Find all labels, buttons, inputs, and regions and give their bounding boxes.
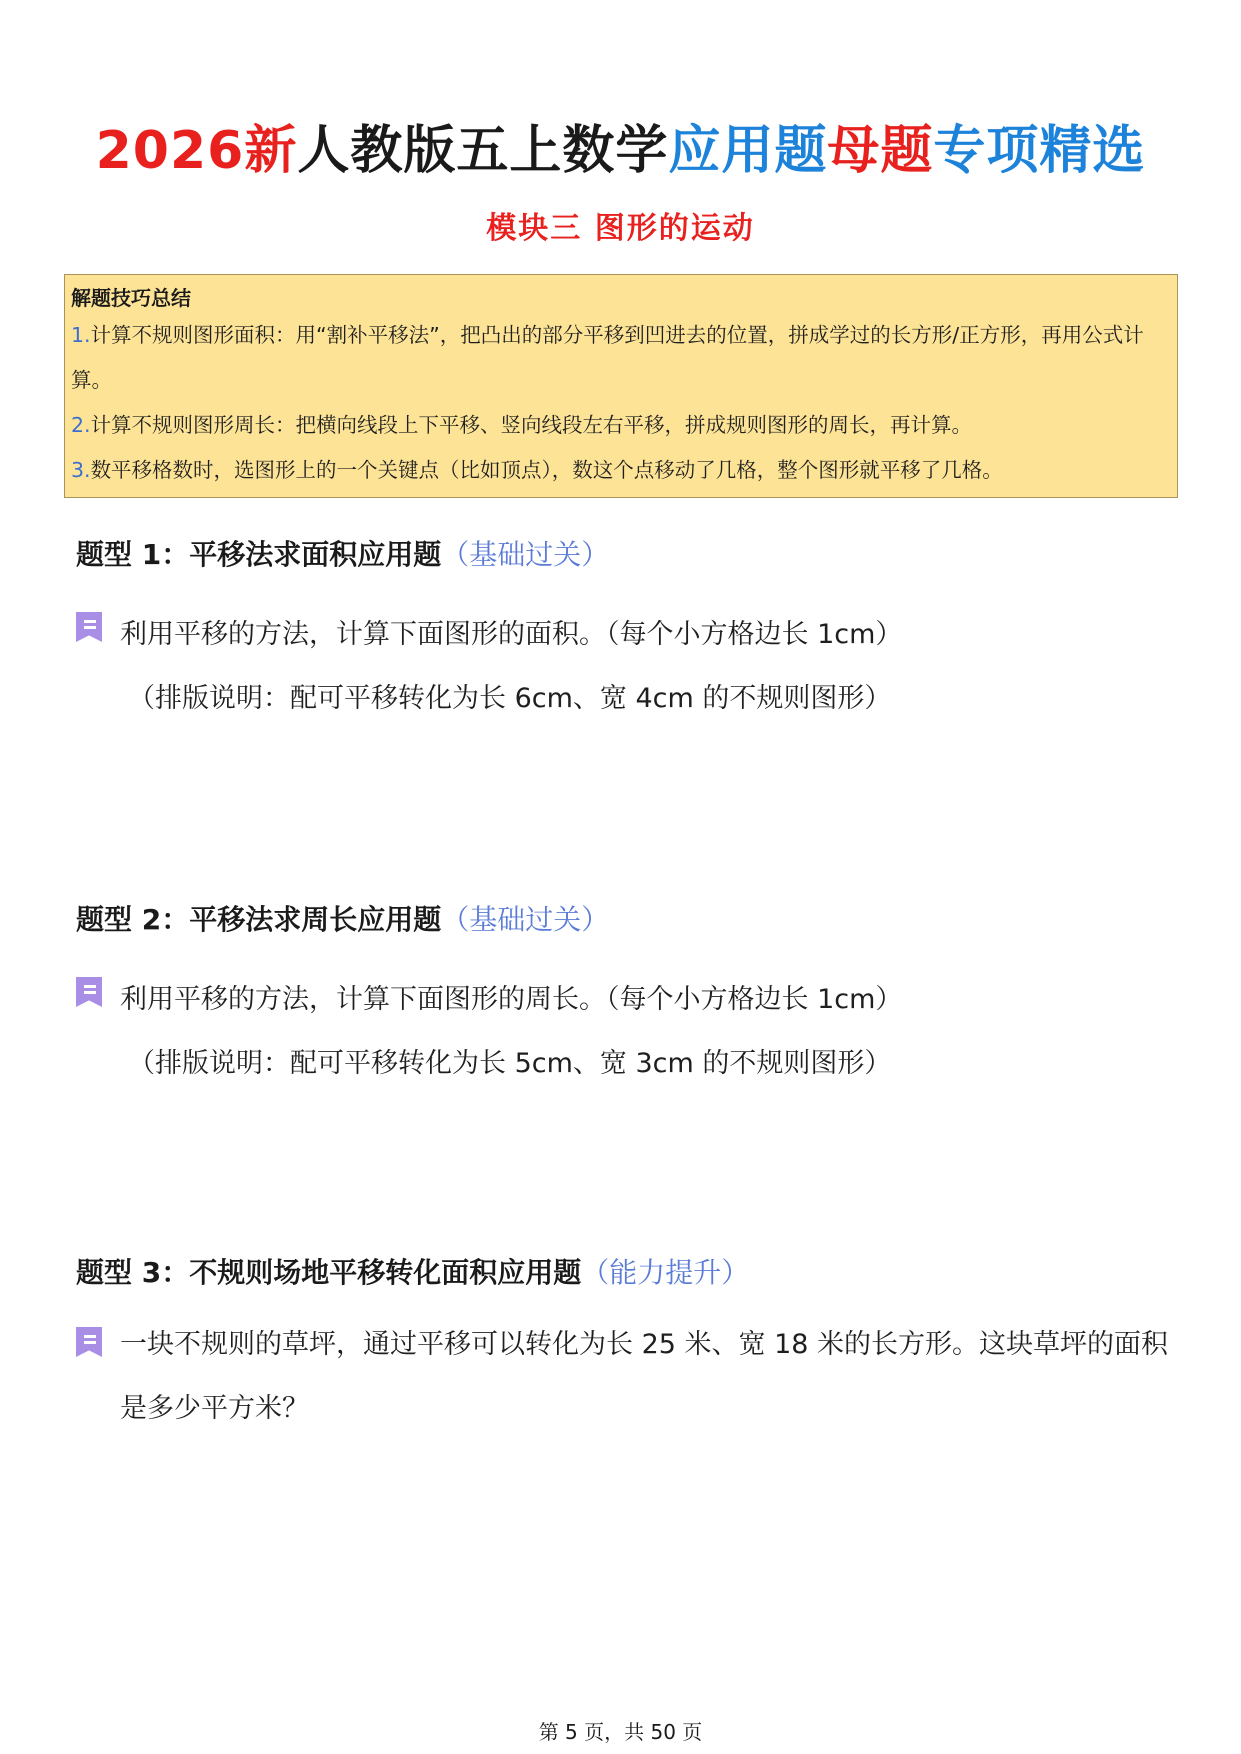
page-footer: 第 5 页，共 50 页 (538, 1720, 703, 1744)
question-type-2-heading (76, 898, 609, 938)
question-2-text: 利用平移的方法，计算下面图形的周长。（每个小方格边长 1cm） (120, 984, 903, 1015)
title-edition: 人教版五上数学 (297, 121, 669, 181)
question-type-1-heading (76, 533, 609, 573)
question-1-text: 利用平移的方法，计算下面图形的面积。（每个小方格边长 1cm） (120, 619, 903, 650)
question-heading-text: 题型 2：平移法求周长应用题 (76, 903, 442, 936)
title-mother: 母题 (827, 121, 934, 181)
bookmark-icon (76, 1327, 102, 1357)
question-level: （基础过关） (441, 903, 610, 936)
tip-text: 计算不规则图形周长：把横向线段上下平移、竖向线段左右平移，拼成规则图形的周长，再计算。 (90, 413, 973, 437)
question-level: （能力提升） (581, 1256, 750, 1289)
tip-number: 3. (71, 458, 91, 482)
document-title (0, 108, 1241, 183)
title-selection: 专项精选 (933, 121, 1146, 181)
tips-title: 解题技巧总结 (71, 286, 191, 310)
tip-item (71, 313, 1171, 403)
tip-number: 2. (71, 413, 91, 437)
bookmark-icon (76, 612, 102, 642)
tip-item (71, 403, 1171, 448)
question-type-3-heading (76, 1251, 749, 1291)
question-heading-text: 题型 1：平移法求面积应用题 (76, 538, 442, 571)
bookmark-icon (76, 977, 102, 1007)
title-applied: 应用题 (668, 121, 828, 181)
tips-box (64, 274, 1178, 498)
tip-text: 数平移格数时，选图形上的一个关键点（比如顶点），数这个点移动了几格，整个图形就平移了几格。 (90, 458, 1003, 482)
question-1-layout-note: （排版说明：配可平移转化为长 6cm、宽 4cm 的不规则图形） (128, 683, 892, 714)
question-3-text: 一块不规则的草坪，通过平移可以转化为长 25 米、宽 18 米的长方形。这块草坪的面积是多少平方米？ (120, 1329, 1169, 1424)
question-level: （基础过关） (441, 538, 610, 571)
module-subtitle: 模块三 图形的运动 (486, 211, 755, 246)
tip-item (71, 448, 1171, 493)
tip-text: 计算不规则图形面积：用“割补平移法”，把凸出的部分平移到凹进去的位置，拼成学过的长方形/正方形，再用公式计算。 (71, 323, 1144, 392)
question-2-layout-note: （排版说明：配可平移转化为长 5cm、宽 3cm 的不规则图形） (128, 1048, 892, 1079)
question-heading-text: 题型 3：不规则场地平移转化面积应用题 (76, 1256, 582, 1289)
title-year: 2026新 (95, 121, 298, 181)
tip-number: 1. (71, 323, 91, 347)
